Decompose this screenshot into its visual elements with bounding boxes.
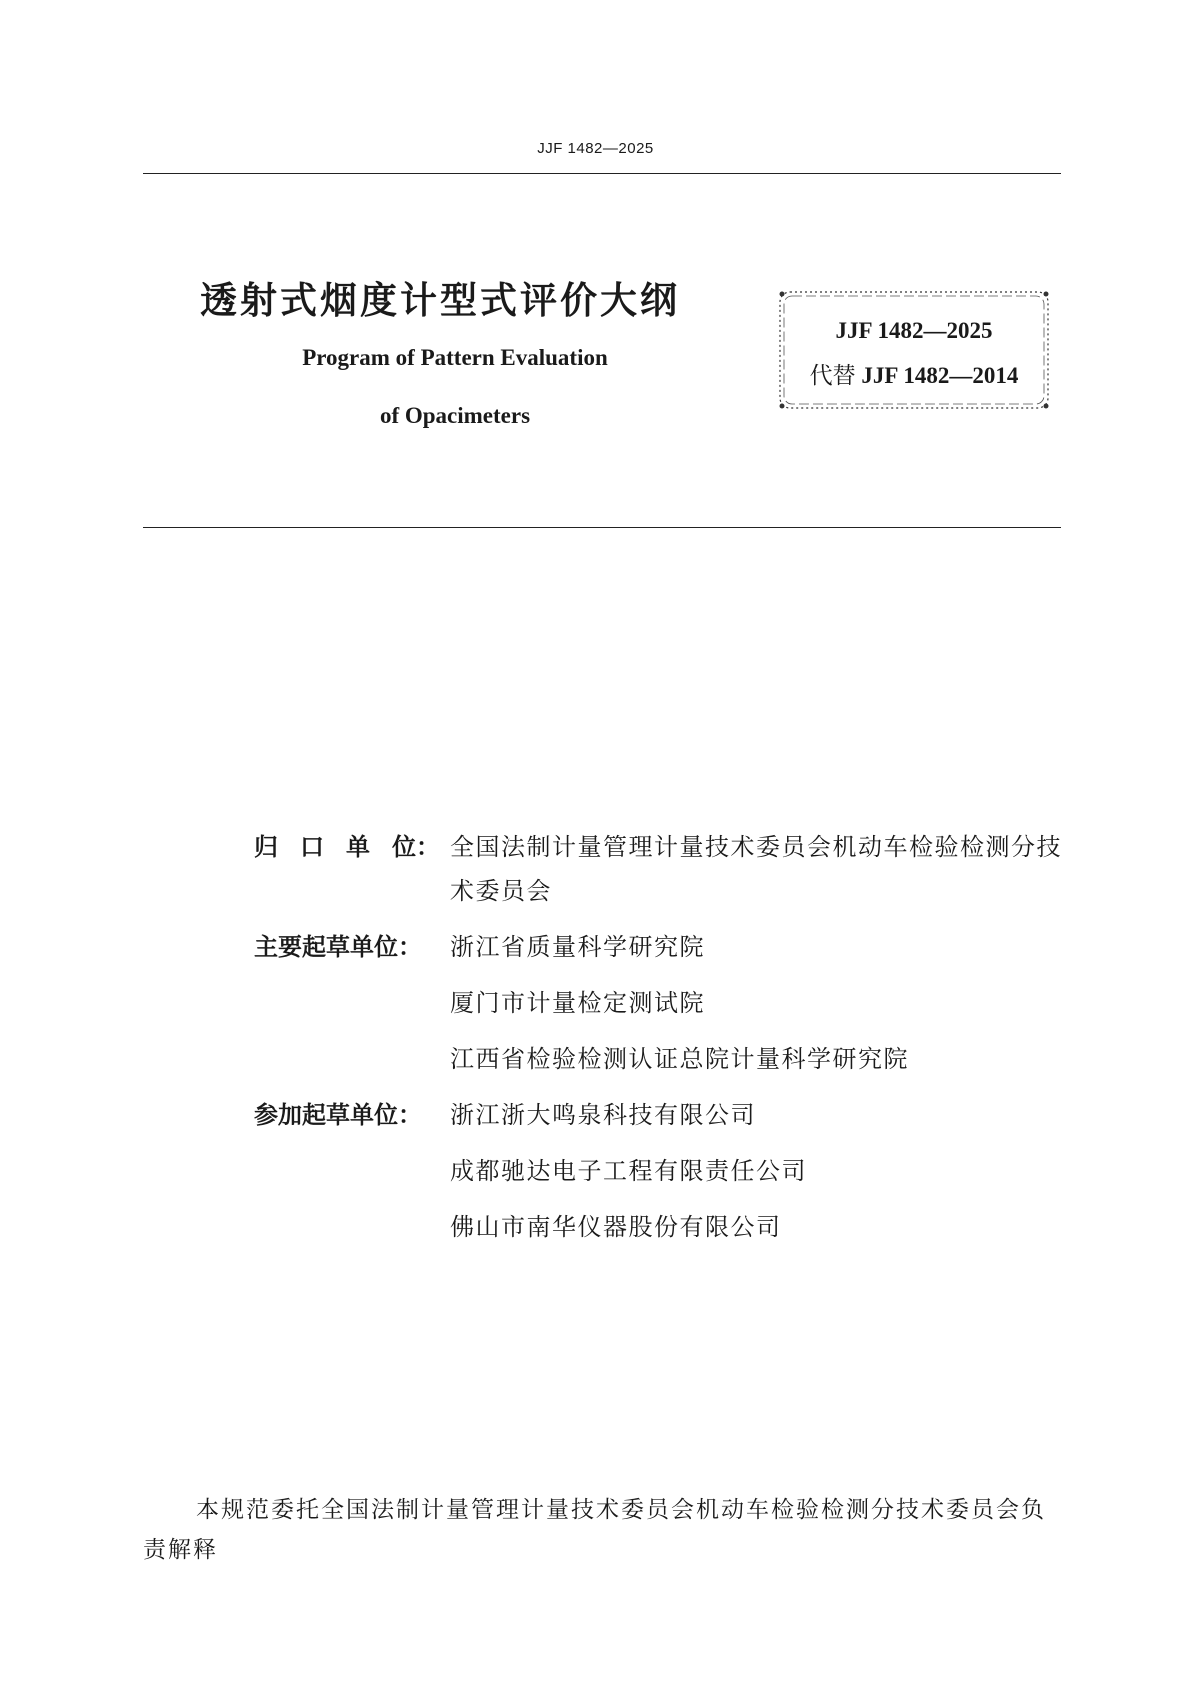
title-english-line1: Program of Pattern Evaluation	[302, 345, 608, 370]
title-chinese: 透射式烟度计型式评价大纲	[200, 279, 680, 322]
main-drafting-unit: 江西省检验检测认证总院计量科学研究院	[450, 1045, 909, 1073]
ornamental-border	[776, 288, 1052, 412]
participating-unit: 浙江浙大鸣泉科技有限公司	[450, 1101, 756, 1129]
header-divider	[143, 173, 1061, 174]
responsible-unit-value: 全国法制计量管理计量技术委员会机动车检验检测分技术委员会	[450, 833, 1062, 905]
participating-unit: 佛山市南华仪器股份有限公司	[450, 1213, 782, 1241]
standard-code-box	[776, 288, 1052, 412]
main-drafting-label: 主要起草单位：	[254, 933, 422, 961]
page-header-code: JJF 1482—2025	[537, 140, 654, 157]
current-code: JJF 1482—2025	[835, 318, 993, 343]
replace-label: 代替	[809, 363, 856, 389]
replaced-code-line	[776, 357, 1052, 390]
main-drafting-unit: 厦门市计量检定测试院	[450, 989, 705, 1017]
main-drafting-unit: 浙江省质量科学研究院	[450, 933, 705, 961]
responsible-unit-label: 归口单位：	[254, 833, 440, 861]
interpretation-note: 本规范委托全国法制计量管理计量技术委员会机动车检验检测分技术委员会负责解释	[143, 1497, 1046, 1563]
participating-label: 参加起草单位：	[254, 1101, 422, 1129]
replaced-code: JJF 1482—2014	[861, 363, 1019, 388]
participating-unit: 成都驰达电子工程有限责任公司	[450, 1157, 807, 1185]
title-divider	[143, 527, 1061, 528]
title-english-line2: of Opacimeters	[379, 403, 531, 428]
